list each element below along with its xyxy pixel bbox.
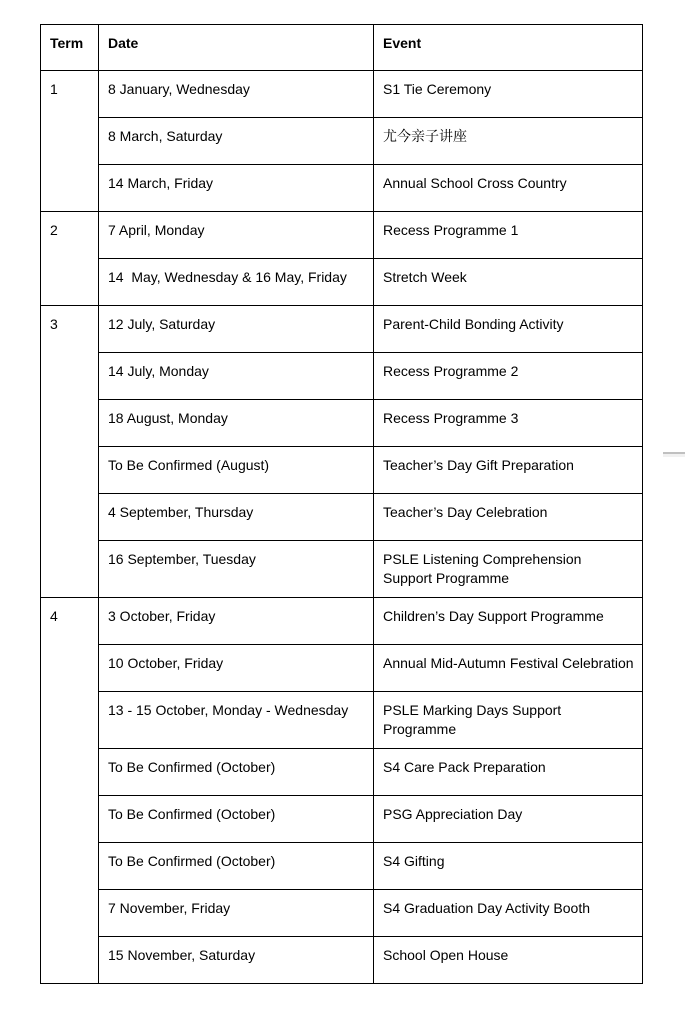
table-row xyxy=(41,692,643,749)
date-cell: To Be Confirmed (August) xyxy=(99,447,374,494)
event-cell: PSG Appreciation Day xyxy=(374,796,643,843)
table-row xyxy=(41,306,643,353)
event-cell: S4 Graduation Day Activity Booth xyxy=(374,890,643,937)
table-row xyxy=(41,400,643,447)
term-cell: 4 xyxy=(41,598,99,984)
term-cell: 1 xyxy=(41,71,99,212)
date-cell: 8 January, Wednesday xyxy=(99,71,374,118)
date-cell: 4 September, Thursday xyxy=(99,494,374,541)
event-cell: Annual Mid-Autumn Festival Celebration xyxy=(374,645,643,692)
event-cell: Annual School Cross Country xyxy=(374,165,643,212)
event-cell: School Open House xyxy=(374,937,643,984)
date-cell: 18 August, Monday xyxy=(99,400,374,447)
event-cell: Children’s Day Support Programme xyxy=(374,598,643,645)
table-row xyxy=(41,598,643,645)
table-row xyxy=(41,212,643,259)
table-row xyxy=(41,259,643,306)
table-row xyxy=(41,541,643,598)
event-cell: PSLE Listening Comprehension Support Programme xyxy=(374,541,643,598)
table-row xyxy=(41,937,643,984)
date-cell: 15 November, Saturday xyxy=(99,937,374,984)
column-header-term: Term xyxy=(41,25,99,71)
event-cell: Recess Programme 2 xyxy=(374,353,643,400)
event-cell: Teacher’s Day Celebration xyxy=(374,494,643,541)
table-row xyxy=(41,353,643,400)
date-cell: 16 September, Tuesday xyxy=(99,541,374,598)
page-edge-marker xyxy=(663,452,685,457)
event-cell: Parent-Child Bonding Activity xyxy=(374,306,643,353)
table-row xyxy=(41,645,643,692)
date-cell: To Be Confirmed (October) xyxy=(99,796,374,843)
date-cell: 12 July, Saturday xyxy=(99,306,374,353)
term-cell: 2 xyxy=(41,212,99,306)
table-row xyxy=(41,118,643,165)
event-cell: S1 Tie Ceremony xyxy=(374,71,643,118)
date-cell: To Be Confirmed (October) xyxy=(99,749,374,796)
column-header-event: Event xyxy=(374,25,643,71)
event-cell: Teacher’s Day Gift Preparation xyxy=(374,447,643,494)
date-cell: 10 October, Friday xyxy=(99,645,374,692)
table-row xyxy=(41,165,643,212)
date-cell: 7 April, Monday xyxy=(99,212,374,259)
date-cell: 14 July, Monday xyxy=(99,353,374,400)
column-header-date: Date xyxy=(99,25,374,71)
event-cell: S4 Care Pack Preparation xyxy=(374,749,643,796)
date-cell: 3 October, Friday xyxy=(99,598,374,645)
term-cell: 3 xyxy=(41,306,99,598)
date-cell: To Be Confirmed (October) xyxy=(99,843,374,890)
event-cell: Stretch Week xyxy=(374,259,643,306)
term-calendar-table xyxy=(40,24,643,984)
table-row xyxy=(41,843,643,890)
date-cell: 14 March, Friday xyxy=(99,165,374,212)
date-cell: 7 November, Friday xyxy=(99,890,374,937)
date-cell: 8 March, Saturday xyxy=(99,118,374,165)
header-row xyxy=(41,25,643,71)
event-cell: 尤今亲子讲座 xyxy=(374,118,643,165)
event-cell: PSLE Marking Days Support Programme xyxy=(374,692,643,749)
table-row xyxy=(41,890,643,937)
event-cell: Recess Programme 1 xyxy=(374,212,643,259)
event-cell: S4 Gifting xyxy=(374,843,643,890)
table-row xyxy=(41,71,643,118)
table-row xyxy=(41,494,643,541)
event-cell: Recess Programme 3 xyxy=(374,400,643,447)
table-body xyxy=(41,71,643,984)
table-row xyxy=(41,749,643,796)
table-row xyxy=(41,447,643,494)
date-cell: 13 - 15 October, Monday - Wednesday xyxy=(99,692,374,749)
date-cell: 14 May, Wednesday & 16 May, Friday xyxy=(99,259,374,306)
table-row xyxy=(41,796,643,843)
